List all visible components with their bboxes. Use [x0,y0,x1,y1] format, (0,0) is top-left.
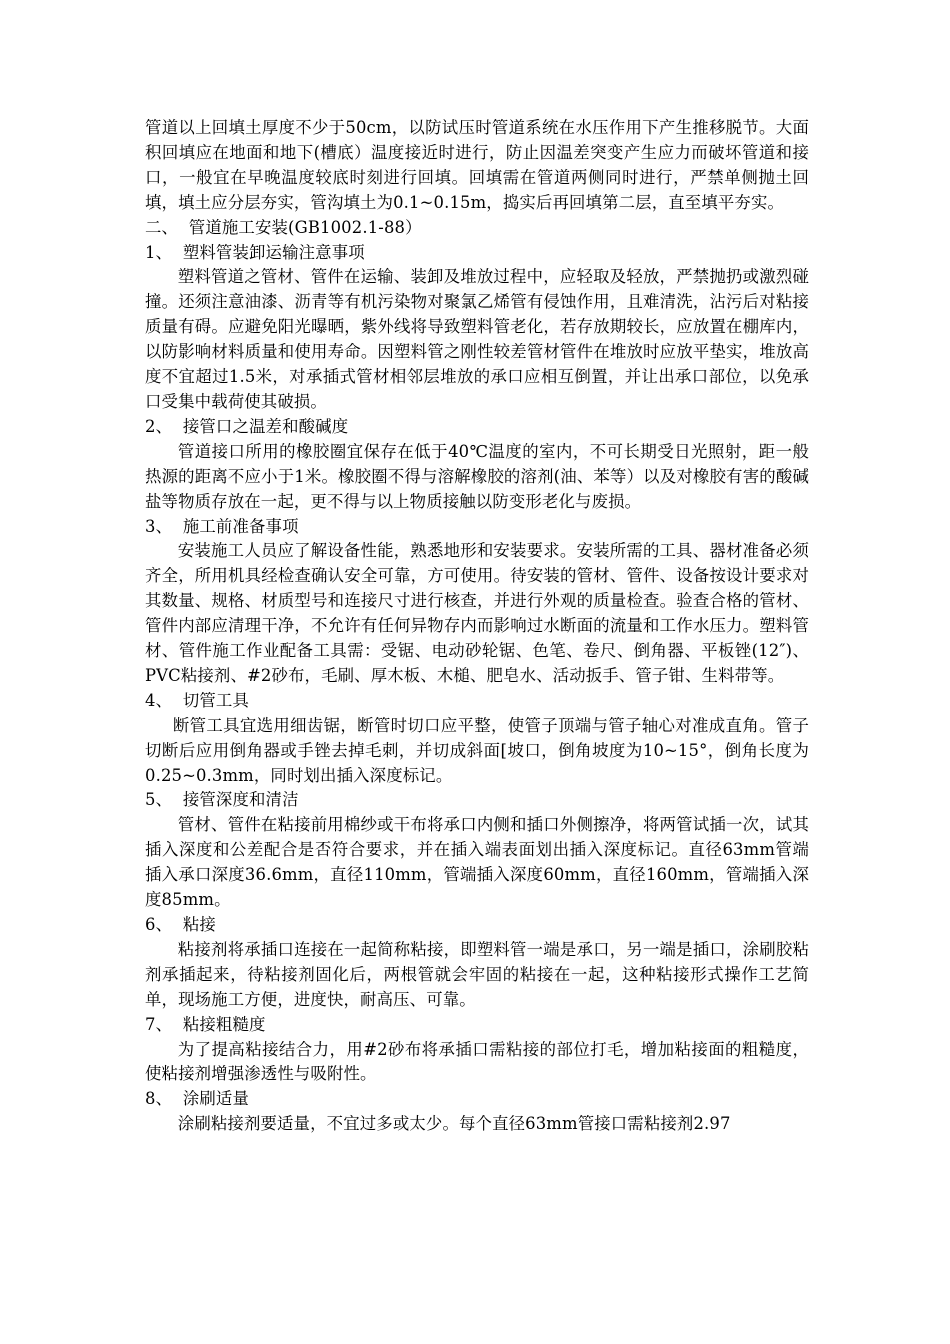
paragraph-backfill: 管道以上回填土厚度不少于50cm，以防试压时管道系统在水压作用下产生推移脱节。大面积回填应在地面和地下(槽底）温度接近时进行，防止因温差突变产生应力而破坏管道和接口，一般宜在早晚温度较底时刻进行回填。回填需在管道两侧同时进行，严禁单侧抛土回填，填土应分层夯实，管沟填土为0.1~0.15m，捣实后再回填第二层，直至填平夯实。 [145,118,809,212]
paragraph-bonding: 粘接剂将承插口连接在一起简称粘接，即塑料管一端是承口，另一端是插口，涂刷胶粘剂承插起来，待粘接剂固化后，两根管就会牢固的粘接在一起，这种粘接形式操作工艺简单，现场施工方便，进度快，耐高压、可靠。 [145,939,809,1009]
heading-insertion-depth: 5、 接管深度和清洁 [145,790,299,810]
paragraph-insertion: 管材、管件在粘接前用棉纱或干布将承口内侧和插口外侧擦净，将两管试插一次，试其插入深度和公差配合是否符合要求，并在插入端表面划出插入深度标记。直径63mm管端插入承口深度36.6mm，直径110mm，管端插入深度60mm，直径160mm，管端插入深度85mm。 [145,815,809,910]
heading-preparation: 3、 施工前准备事项 [145,516,299,536]
paragraph-preparation: 安装施工人员应了解设备性能，熟悉地形和安装要求。安装所需的工具、器材准备必须齐全，所用机具经检查确认安全可靠，方可使用。待安装的管材、管件、设备按设计要求对其数量、规格、材质型号和连接尺寸进行核查，并进行外观的质量检查。验查合格的管材、管件内部应清理干净，不允许有任何异物存内而影响过水断面的流量和工作水压力。塑料管材、管件施工作业配备工具需：受锯、电动砂轮锯、色笔、卷尺、倒角器、平板锉(12″)、PVC粘接剂、#2砂布，毛刷、厚木板、木槌、肥皂水、活动扳手、管子钳、生料带等。 [145,541,809,685]
paragraph-transport: 塑料管道之管材、管件在运输、装卸及堆放过程中，应轻取及轻放，严禁抛扔或激烈碰撞。还须注意油漆、沥青等有机污染物对聚氯乙烯管有侵蚀作用，且难清洗，沾污后对粘接质量有碍。应避免阳光曝晒，紫外线将导致塑料管老化，若存放期较长，应放置在棚库内，以防影响材料质量和使用寿命。因塑料管之刚性较差管材管件在堆放时应放平垫实，堆放高度不宜超过1.5米，对承插式管材相邻层堆放的承口应相互倒置，并让出承口部位，以免承口受集中载荷使其破损。 [145,267,809,411]
document-page [145,116,809,1137]
heading-temperature-acidity: 2、 接管口之温差和酸碱度 [145,416,349,436]
paragraph-cutting: 断管工具宜选用细齿锯，断管时切口应平整，使管子顶端与管子轴心对准成直角。管子切断后应用倒角器或手锉去掉毛刺，并切成斜面[坡口，倒角坡度为10~15°，倒角长度为0.25~0.3mm，同时划出插入深度标记。 [145,715,809,785]
heading-transport-notes: 1、 塑料管装卸运输注意事项 [145,242,365,262]
paragraph-rubber-ring: 管道接口所用的橡胶圈宜保存在低于40℃温度的室内，不可长期受日光照射，距一般热源的距离不应小于1米。橡胶圈不得与溶解橡胶的溶剂(油、苯等）以及对橡胶有害的酸碱盐等物质存放在一起，更不得与以上物质接触以防变形老化与废损。 [145,441,809,511]
heading-application-amount: 8、 涂刷适量 [145,1089,250,1109]
section-heading-pipe-installation: 二、 管道施工安装(GB1002.1-88） [145,217,422,237]
heading-roughness: 7、 粘接粗糙度 [145,1014,266,1034]
heading-bonding: 6、 粘接 [145,915,216,934]
paragraph-application: 涂刷粘接剂要适量，不宜过多或太少。每个直径63mm管接口需粘接剂2.97 [177,1114,731,1134]
heading-cutting-tools: 4、 切管工具 [145,690,250,710]
paragraph-roughness: 为了提高粘接结合力，用#2砂布将承插口需粘接的部位打毛，增加粘接面的粗糙度，使粘接剂增强渗透性与吸附性。 [145,1039,809,1084]
